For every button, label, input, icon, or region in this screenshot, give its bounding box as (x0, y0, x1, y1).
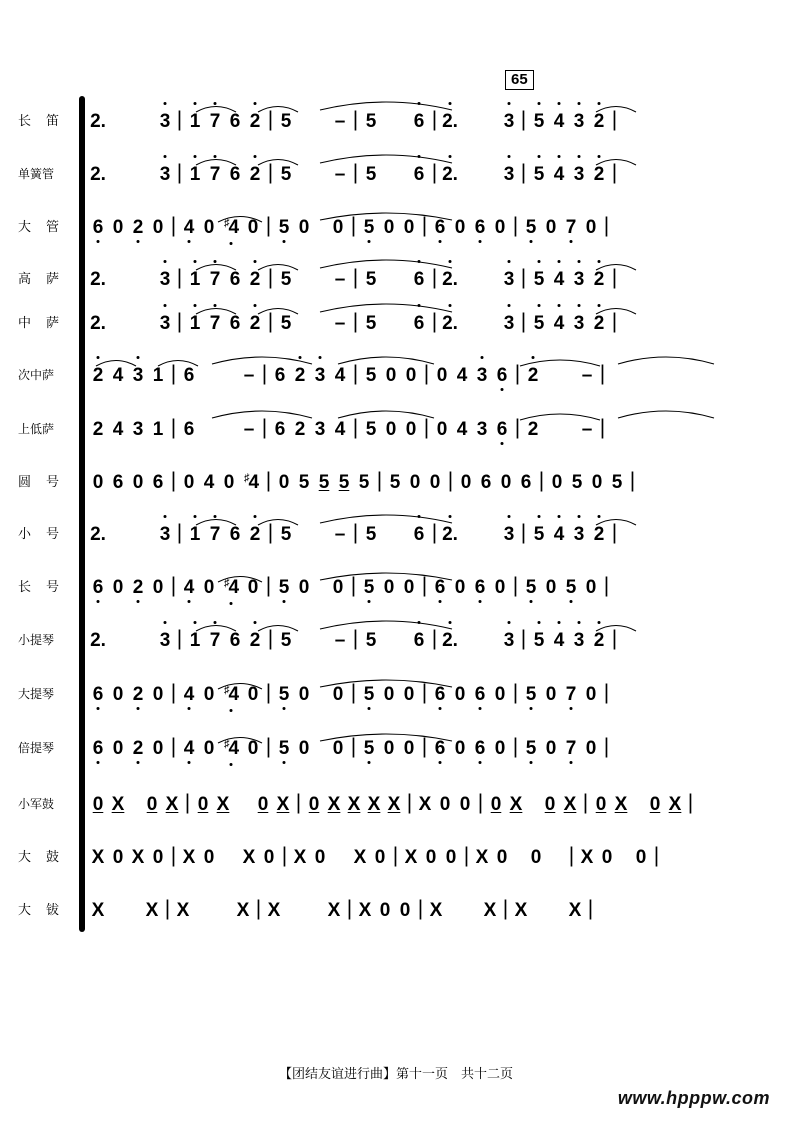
staff-notes: X X | X X | X X | X 0 0 | X X | X X | (91, 897, 594, 921)
instrument-label: 单簧管 (18, 167, 55, 181)
staff-row-alto-sax-1 (0, 262, 792, 296)
staff-notes: 6 0 2 0 | 4 0 ♯4 0 | 5 0 0 | 5 0 0 | 6 0 6 0 | 5 0 7 0 | (88, 677, 782, 711)
page-footer: 【团结友谊进行曲】第十一页 共十二页 (278, 1066, 513, 1081)
instrument-label: 圆 号 (18, 474, 61, 489)
instrument-label: 小提琴 (18, 633, 55, 647)
staff-notes: 2 4 3 1 | 6 – | 6 2 3 4 | 5 0 0 | 0 4 3 6 | 2 – | (88, 358, 782, 392)
staff-notes: 6 0 2 0 | 4 0 ♯4 0 | 5 0 0 | 5 0 0 | 6 0 6 0 | 5 0 5 0 | (88, 570, 782, 604)
rehearsal-mark: 65 (505, 70, 534, 90)
staff-notes: 2 4 3 1 | 6 – | 6 2 3 4 | 5 0 0 | 0 4 3 6 | 2 – | (88, 412, 782, 446)
staff-notes: 2. 3 | 1 7 6 2 | 5 – | 5 6 | 2. 3 | 5 4 3 2 | (88, 517, 782, 551)
staff-row-alto-sax-2 (0, 306, 792, 340)
instrument-label: 大 管 (18, 219, 61, 234)
staff-row-trombone (0, 570, 792, 604)
staff-row-violin (0, 623, 792, 657)
staff-row-clarinet (0, 157, 792, 191)
instrument-label: 大 鼓 (18, 849, 61, 864)
staff-notes: 2. 3 | 1 7 6 2 | 5 – | 5 6 | 2. 3 | 5 4 3 2 | (88, 262, 782, 296)
staff-notes: 6 0 2 0 | 4 0 ♯4 0 | 5 0 0 | 5 0 0 | 6 0 6 0 | 5 0 7 0 | (88, 210, 782, 244)
instrument-label: 长 笛 (18, 113, 61, 128)
staff-row-trumpet (0, 517, 792, 551)
instrument-label: 长 号 (18, 579, 61, 594)
staff-row-bassoon (0, 210, 792, 244)
staff-notes: X 0 X 0 | X 0 X 0 | X 0 X 0 | X 0 0 | X 0 0 | X 0 0 | (91, 844, 660, 868)
staff-row-tenor-sax (0, 358, 792, 392)
staff-row-bass-drum (0, 840, 792, 874)
staff-notes: 0 X 0 X | 0 X 0 X | 0 X X X X | X 0 0 | 0 X 0 X | 0 X 0 X | (92, 791, 694, 815)
staff-notes: 2. 3 | 1 7 6 2 | 5 – | 5 6 | 2. 3 | 5 4 3 2 | (88, 157, 782, 191)
instrument-label: 大 钹 (18, 902, 61, 917)
staff-notes: 2. 3 | 1 7 6 2 | 5 – | 5 6 | 2. 3 | 5 4 3 2 | (88, 306, 782, 340)
staff-notes: 0 6 0 6 | 0 4 0 ♯4 | 0 5 5 5 5 | 5 0 0 | 0 6 0 6 | 0 5 0 5 | (92, 469, 636, 493)
instrument-label: 中 萨 (18, 315, 61, 330)
instrument-label: 次中萨 (18, 368, 55, 382)
staff-row-cello (0, 677, 792, 711)
staff-row-baritone-sax (0, 412, 792, 446)
staff-row-horn (0, 465, 792, 499)
instrument-label: 高 萨 (18, 271, 61, 286)
instrument-label: 上低萨 (18, 422, 55, 436)
staff-row-cymbals (0, 893, 792, 927)
staff-row-contrabass (0, 731, 792, 765)
staff-notes: 2. 3 | 1 7 6 2 | 5 – | 5 6 | 2. 3 | 5 4 3 2 | (88, 623, 782, 657)
staff-notes: 2. 3 | 1 7 6 2 | 5 – | 5 6 | 2. 3 | 5 4 3 2 | (88, 104, 782, 138)
instrument-label: 大提琴 (18, 687, 55, 701)
staff-row-flute (0, 104, 792, 138)
watermark: www.hpppw.com (617, 1088, 770, 1108)
instrument-label: 小军鼓 (18, 797, 55, 811)
instrument-label: 倍提琴 (18, 741, 55, 755)
staff-notes: 6 0 2 0 | 4 0 ♯4 0 | 5 0 0 | 5 0 0 | 6 0 6 0 | 5 0 7 0 | (88, 731, 782, 765)
instrument-label: 小 号 (18, 526, 61, 541)
staff-row-snare-drum (0, 787, 792, 821)
